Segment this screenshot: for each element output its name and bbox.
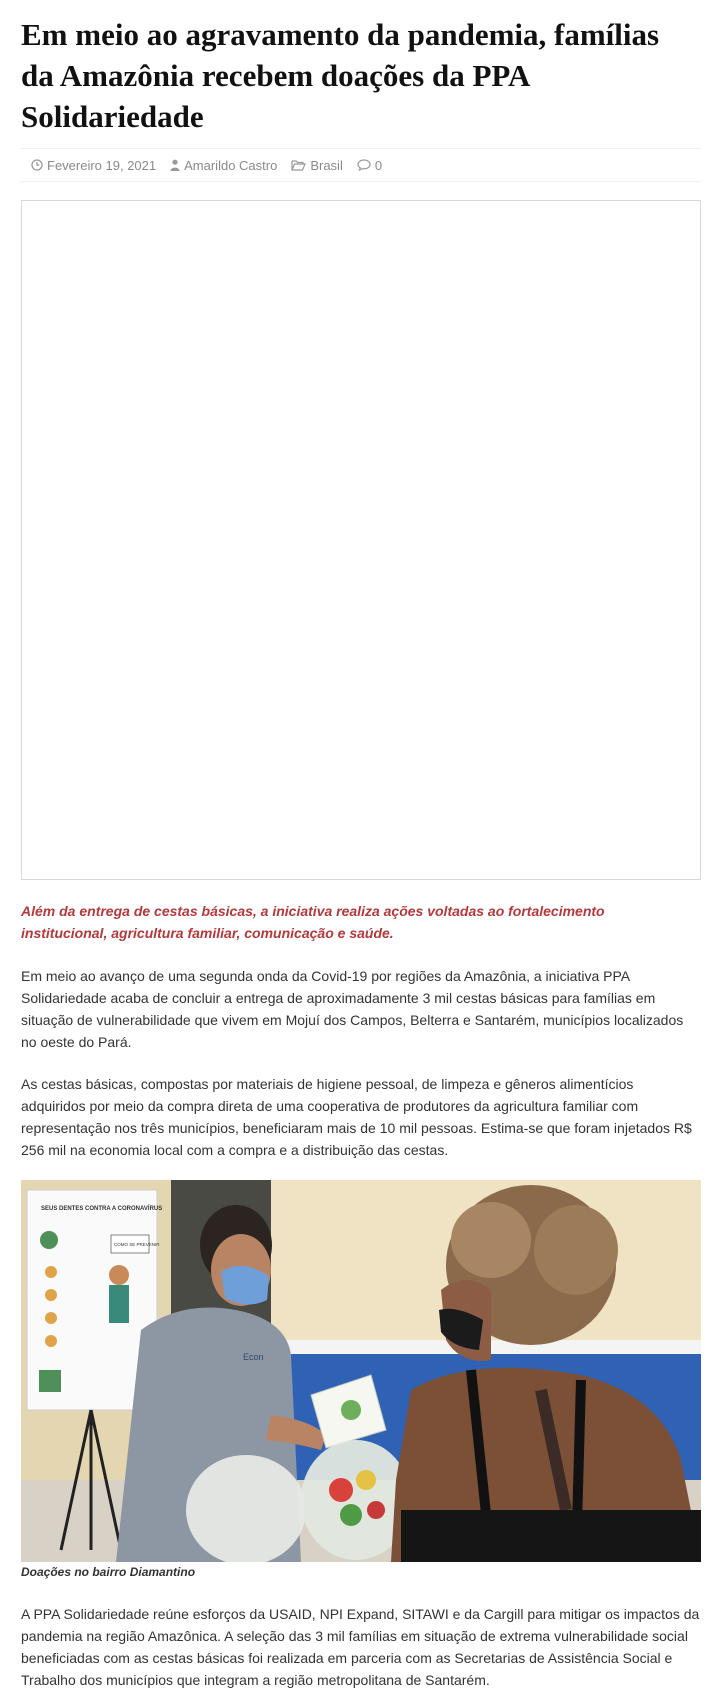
meta-comments[interactable] (357, 158, 382, 173)
article-title: Em meio ao agravamento da pandemia, famílias da Amazônia recebem doações da PPA Solidariedade (21, 17, 660, 134)
embedded-media-frame[interactable] (21, 200, 701, 880)
author-link[interactable]: Amarildo Castro (184, 157, 278, 173)
meta-category[interactable] (291, 158, 343, 173)
comment-icon (357, 159, 371, 171)
paragraph-1: Em meio ao avanço de uma segunda onda da Covid-19 por regiões da Amazônia, a iniciativa PPA Solidariedade acaba de concluir a entrega de aproximadamente 3 mil cestas básicas para famílias em situação de vulnerabilidade que vivem em Mojuí dos Campos, Belterra e Santarém, municípios localizados no oeste do Pará. (21, 968, 684, 1050)
poster-heading: SEUS DENTES CONTRA A CORONAVÍRUS (41, 1206, 163, 1212)
photo-caption: Doações no bairro Diamantino (21, 1565, 196, 1579)
meta-author[interactable] (170, 158, 277, 173)
paragraph-2: As cestas básicas, compostas por materiais de higiene pessoal, de limpeza e gêneros alimentícios adquiridos por meio da compra direta de uma cooperativa de produtores da agricultura familiar com representação nos três municípios, beneficiaram mais de 10 mil pessoas. Estima-se que foram injetados R$ 256 mil na economia local com a compra e a distribuição das cestas. (21, 1076, 692, 1158)
clock-icon (31, 159, 43, 171)
folder-open-icon (291, 159, 306, 171)
article-lead: Além da entrega de cestas básicas, a iniciativa realiza ações voltadas ao fortalecimento institucional, agricultura familiar, comunicação e saúde. (21, 903, 605, 941)
poster-badge: COMO SE PREVENIR (114, 1242, 160, 1247)
user-icon (170, 159, 180, 171)
category-link[interactable]: Brasil (310, 157, 343, 173)
article-photo (21, 1180, 701, 1562)
comments-link[interactable]: 0 (374, 157, 383, 173)
shirt-text: Econ (243, 1352, 264, 1362)
article-meta (21, 148, 701, 182)
paragraph-3: A PPA Solidariedade reúne esforços da USAID, NPI Expand, SITAWI e da Cargill para mitigar os impactos da pandemia na região Amazônica. A seleção das 3 mil famílias em situação de extrema vulnerabilidade social beneficiadas com as cestas básicas foi realizada em parceria com as Secretarias de Assistência Social e Trabalho dos municípios que integram a região metropolitana de Santarém. (21, 1606, 700, 1688)
meta-date (31, 158, 156, 173)
donation-scene-illustration (21, 1180, 701, 1562)
meta-date-text: Fevereiro 19, 2021 (47, 157, 157, 173)
